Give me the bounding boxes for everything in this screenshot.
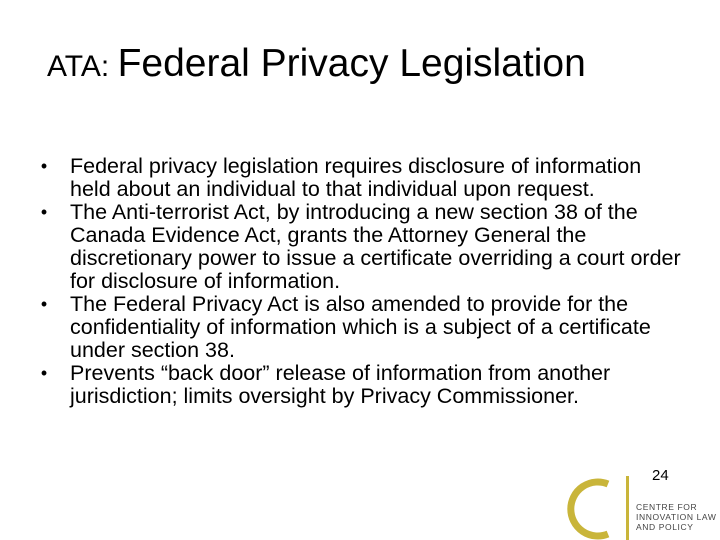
logo-divider (626, 476, 629, 540)
bullet-icon: • (40, 294, 48, 314)
bullet-text: The Anti-terrorist Act, by introducing a new section 38 of the Canada Evidence Act, grants the Attorney General the discretionary power to issue a certificate overriding a court order for disclosure of information. (70, 200, 681, 293)
bullet-text: Federal privacy legislation requires disclosure of information held about an individual to that individual upon request. (70, 154, 642, 201)
bullet-item (32, 155, 682, 201)
bullet-icon: • (40, 363, 48, 383)
bullet-icon: • (40, 156, 48, 176)
bullet-item (32, 362, 682, 408)
bullet-icon: • (40, 202, 48, 222)
bullet-item (32, 293, 682, 362)
slide-title (47, 44, 707, 83)
page-number: 24 (652, 467, 669, 484)
bullet-text: The Federal Privacy Act is also amended to provide for the confidentiality of information which is a subject of a certificate under section 38. (70, 292, 651, 362)
bullet-item (32, 201, 682, 293)
bullet-list (32, 155, 682, 408)
title-main: Federal Privacy Legislation (117, 42, 586, 85)
title-prefix: ATA: (47, 50, 118, 83)
logo-arc-icon (556, 470, 626, 540)
logo-text: CENTRE FOR INNOVATION LAW AND POLICY (636, 502, 717, 532)
centre-logo (556, 470, 720, 540)
bullet-text: Prevents “back door” release of information from another jurisdiction; limits oversight by Privacy Commissioner. (70, 361, 611, 408)
